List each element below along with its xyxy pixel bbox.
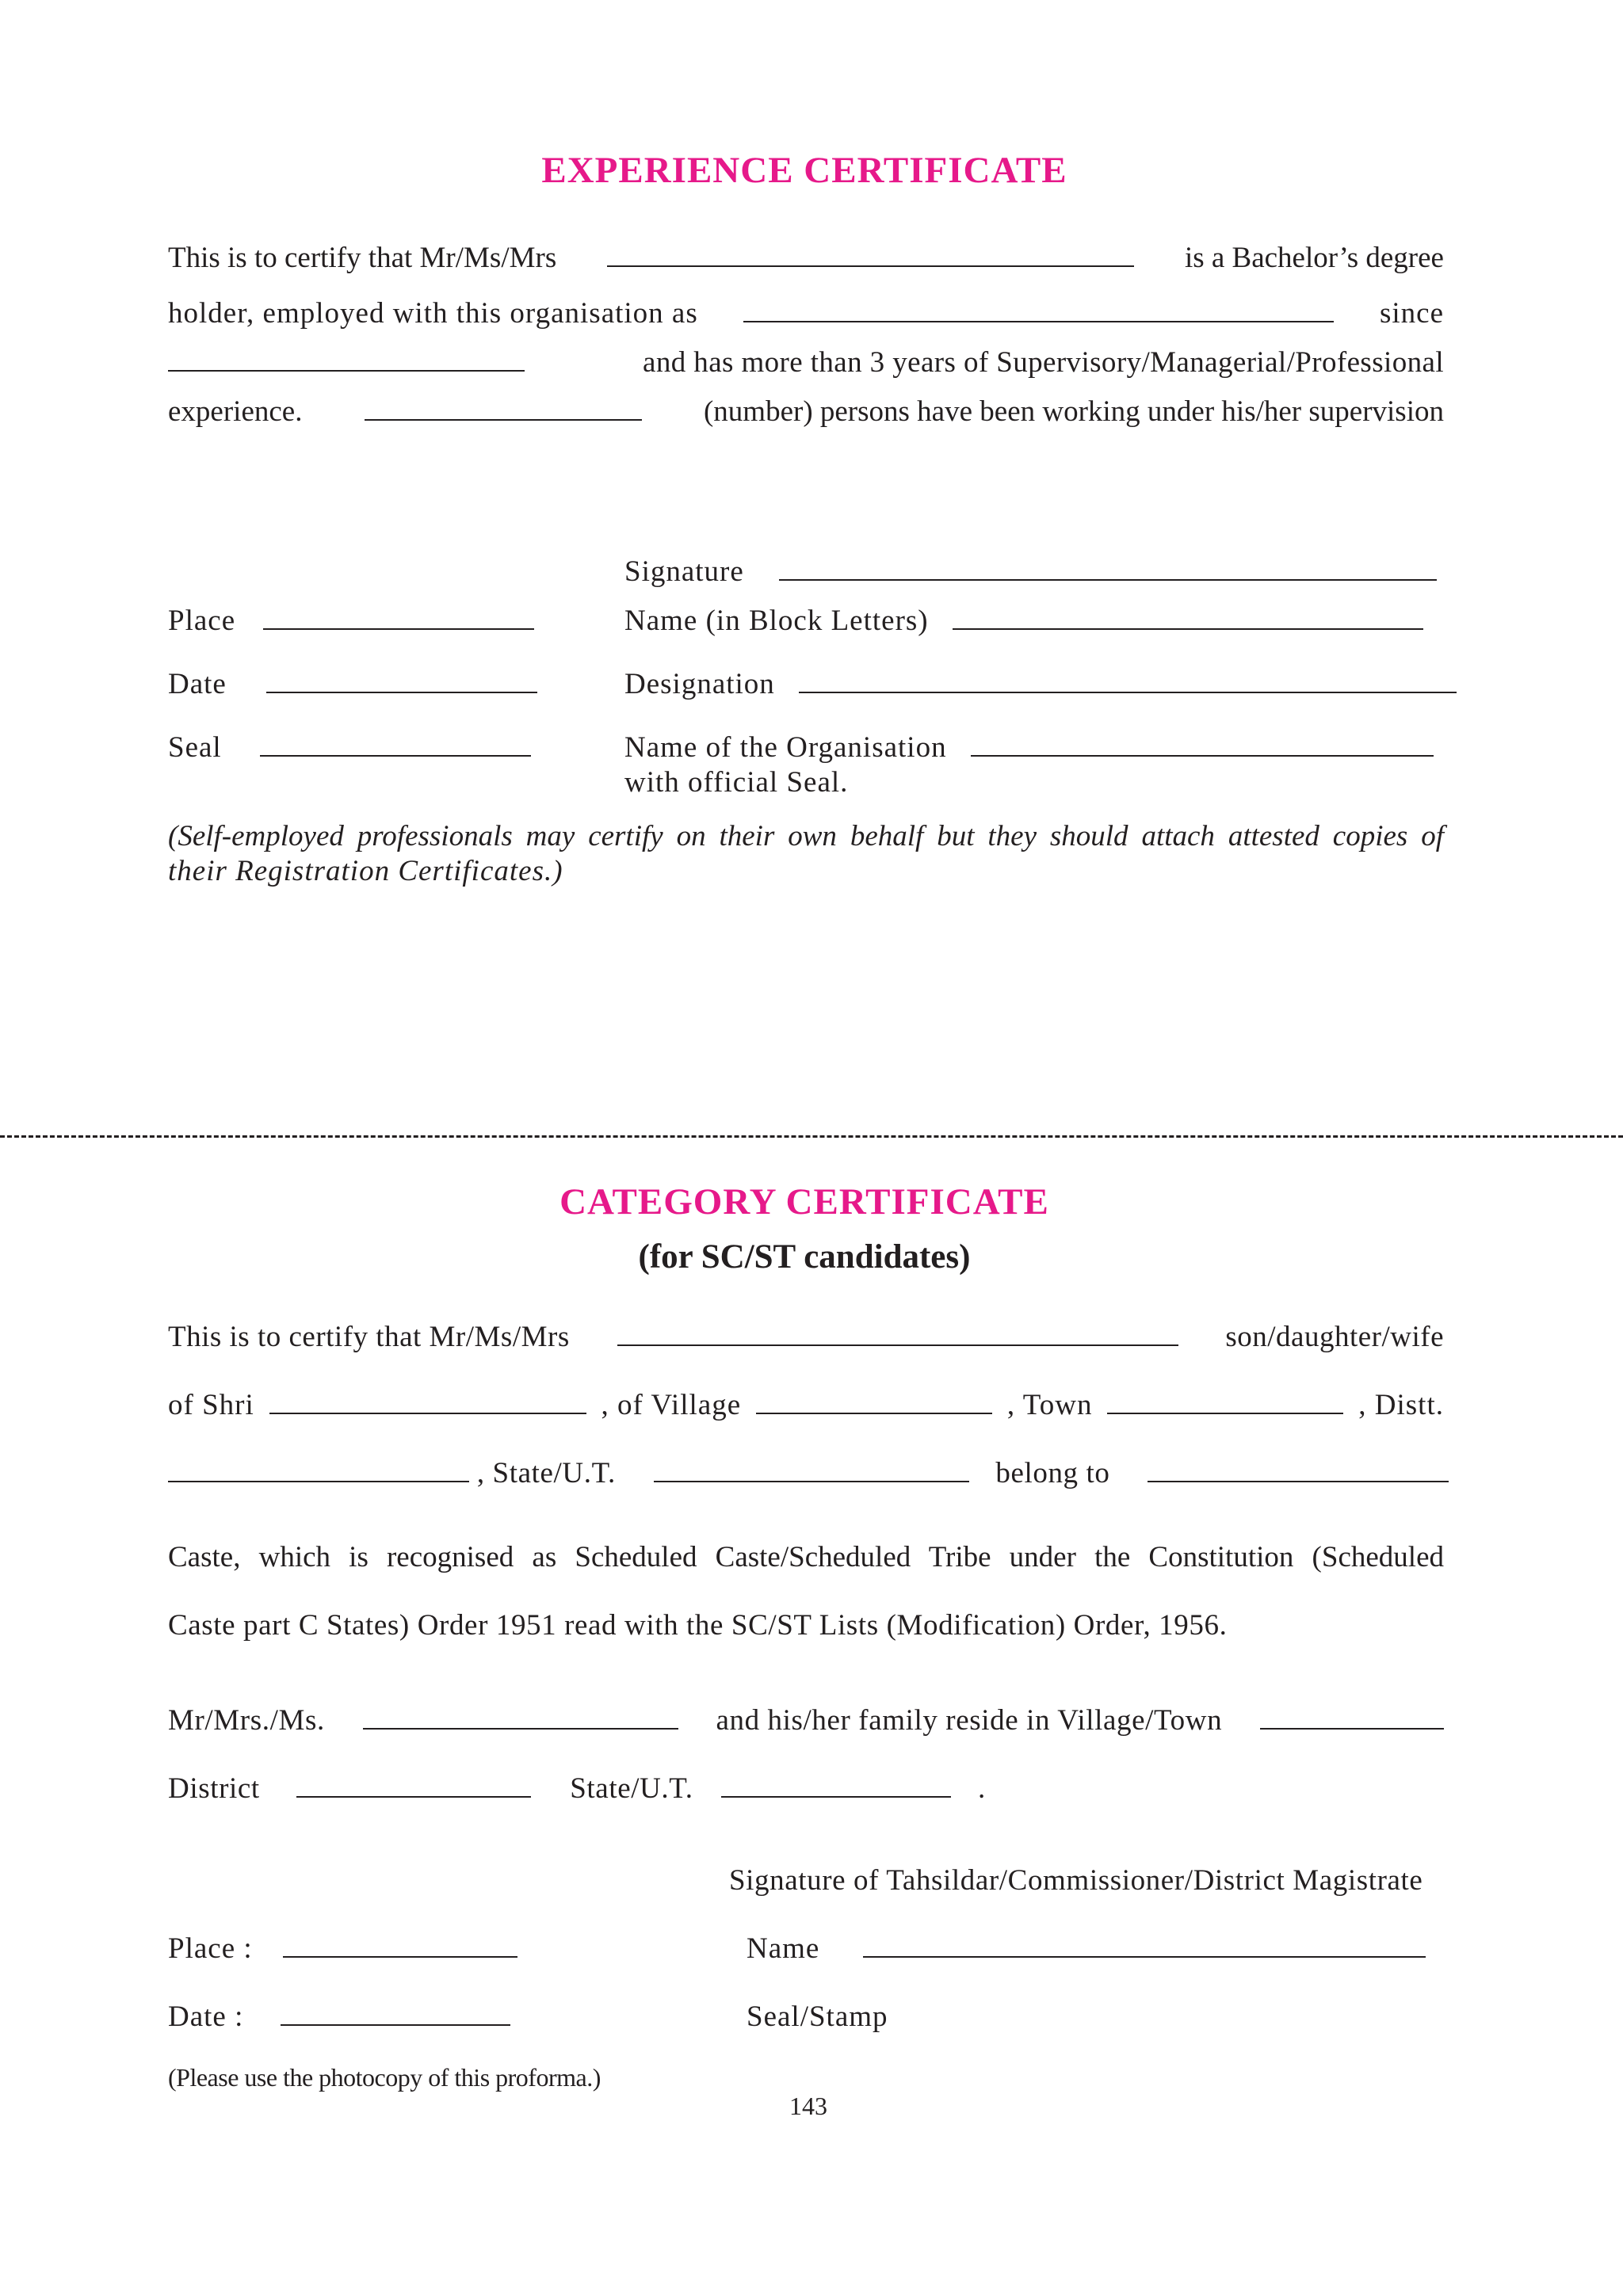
exp-line-4 bbox=[168, 393, 1444, 431]
cat-date-blank[interactable] bbox=[281, 2000, 510, 2026]
cat-l7-period: . bbox=[978, 1772, 986, 1805]
cat-l3-state: , State/U.T. bbox=[476, 1457, 616, 1489]
cat-state-blank[interactable] bbox=[654, 1457, 969, 1482]
exp-l1-text: This is to certify that Mr/Ms/Mrs bbox=[168, 242, 557, 274]
cat-resident-name-blank[interactable] bbox=[363, 1704, 678, 1730]
cat-line-5: Caste part C States) Order 1951 read with the SC/ST Lists (Modification) Order, 1956. bbox=[168, 1609, 1228, 1642]
cat-name-sign-blank[interactable] bbox=[863, 1932, 1426, 1958]
cat-name-row bbox=[747, 1930, 1426, 1968]
exp-l4-text: experience. bbox=[168, 395, 303, 428]
exp-name-label: Name (in Block Letters) bbox=[624, 605, 929, 637]
exp-seal-blank[interactable] bbox=[260, 731, 531, 757]
page-number: 143 bbox=[789, 2092, 827, 2120]
exp-number-blank[interactable] bbox=[365, 395, 642, 421]
cat-line-3 bbox=[168, 1455, 1449, 1493]
cat-date-label: Date : bbox=[168, 2000, 244, 2033]
exp-place-label: Place bbox=[168, 605, 236, 637]
exp-name-blank[interactable] bbox=[607, 242, 1134, 267]
cat-l1-text: This is to certify that Mr/Ms/Mrs bbox=[168, 1321, 570, 1353]
exp-date-row bbox=[168, 666, 537, 704]
cat-l7-state: State/U.T. bbox=[570, 1772, 693, 1805]
exp-signature-row bbox=[624, 553, 1437, 591]
exp-signature-label: Signature bbox=[624, 555, 744, 588]
cat-name-label: Name bbox=[747, 1932, 820, 1965]
exp-line-2 bbox=[168, 295, 1444, 333]
cat-town-blank[interactable] bbox=[1107, 1389, 1343, 1414]
exp-date-label: Date bbox=[168, 668, 227, 700]
cat-state-ut-blank[interactable] bbox=[721, 1772, 951, 1798]
cat-l2-town: , Town bbox=[1006, 1389, 1093, 1421]
exp-org-row bbox=[624, 729, 1434, 767]
exp-line-1 bbox=[168, 239, 1444, 277]
exp-org-seal-text: with official Seal. bbox=[624, 766, 849, 799]
cat-name-blank[interactable] bbox=[617, 1321, 1178, 1346]
cat-l3-belong: belong to bbox=[995, 1457, 1110, 1489]
cat-l6-reside: and his/her family reside in Village/Town bbox=[716, 1704, 1223, 1737]
experience-certificate-title: EXPERIENCE CERTIFICATE bbox=[541, 150, 1067, 191]
exp-line-3 bbox=[168, 344, 1444, 382]
exp-date-blank[interactable] bbox=[266, 668, 537, 693]
cat-village-town-blank[interactable] bbox=[1260, 1704, 1444, 1730]
cat-seal-stamp: Seal/Stamp bbox=[747, 2000, 888, 2033]
exp-seal-row bbox=[168, 729, 531, 767]
cat-line-1 bbox=[168, 1318, 1444, 1356]
cat-shri-blank[interactable] bbox=[269, 1389, 586, 1414]
cat-line-7 bbox=[168, 1770, 986, 1808]
cut-line-divider bbox=[0, 1135, 1623, 1138]
cat-l6-mr: Mr/Mrs./Ms. bbox=[168, 1704, 325, 1737]
cat-village-blank[interactable] bbox=[756, 1389, 992, 1414]
exp-l3-text: and has more than 3 years of Supervisory/Managerial/Professional bbox=[643, 346, 1444, 379]
photocopy-note: (Please use the photocopy of this proforma.) bbox=[168, 2063, 601, 2092]
exp-org-blank[interactable] bbox=[971, 731, 1434, 757]
exp-l4-text-end: (number) persons have been working under his/her supervision bbox=[703, 395, 1444, 428]
exp-signature-blank[interactable] bbox=[779, 555, 1437, 581]
cat-district-blank[interactable] bbox=[296, 1772, 531, 1798]
cat-l2-distt: , Distt. bbox=[1358, 1389, 1444, 1421]
exp-place-row bbox=[168, 602, 534, 640]
exp-org-label: Name of the Organisation bbox=[624, 731, 947, 764]
exp-designation-blank[interactable] bbox=[743, 297, 1334, 322]
exp-since-blank[interactable] bbox=[168, 346, 525, 372]
exp-l2-text: holder, employed with this organisation as bbox=[168, 297, 698, 330]
exp-l2-text-end: since bbox=[1379, 297, 1444, 330]
cat-l2-village: , of Village bbox=[601, 1389, 742, 1421]
exp-name-row bbox=[624, 602, 1423, 640]
cat-signature-authority: Signature of Tahsildar/Commissioner/District Magistrate bbox=[729, 1864, 1423, 1897]
cat-date-row bbox=[168, 1998, 510, 2036]
cat-line-4: Caste, which is recognised as Scheduled Caste/Scheduled Tribe under the Constitution (Scheduled bbox=[168, 1541, 1444, 1573]
cat-place-blank[interactable] bbox=[283, 1932, 517, 1958]
cat-place-label: Place : bbox=[168, 1932, 253, 1965]
cat-line-6 bbox=[168, 1702, 1444, 1740]
category-certificate-title: CATEGORY CERTIFICATE bbox=[559, 1181, 1049, 1222]
cat-l7-district: District bbox=[168, 1772, 260, 1805]
exp-name-block-blank[interactable] bbox=[953, 605, 1423, 630]
exp-place-blank[interactable] bbox=[263, 605, 534, 630]
exp-seal-label: Seal bbox=[168, 731, 222, 764]
exp-designation-label: Designation bbox=[624, 668, 775, 700]
exp-l1-text-end: is a Bachelor’s degree bbox=[1184, 242, 1444, 274]
cat-line-2 bbox=[168, 1386, 1444, 1425]
exp-designation-sign-blank[interactable] bbox=[799, 668, 1457, 693]
cat-caste-blank[interactable] bbox=[1148, 1457, 1449, 1482]
cat-l1-text-end: son/daughter/wife bbox=[1225, 1321, 1444, 1353]
exp-designation-row bbox=[624, 666, 1457, 704]
category-certificate-subtitle: (for SC/ST candidates) bbox=[638, 1238, 971, 1276]
cat-l2-shri: of Shri bbox=[168, 1389, 254, 1421]
exp-note-line-1: (Self-employed professionals may certify on their own behalf but they should attach attested copies of bbox=[168, 820, 1444, 852]
cat-distt-blank[interactable] bbox=[168, 1457, 469, 1482]
cat-place-row bbox=[168, 1930, 517, 1968]
exp-note-line-2: their Registration Certificates.) bbox=[168, 855, 563, 887]
